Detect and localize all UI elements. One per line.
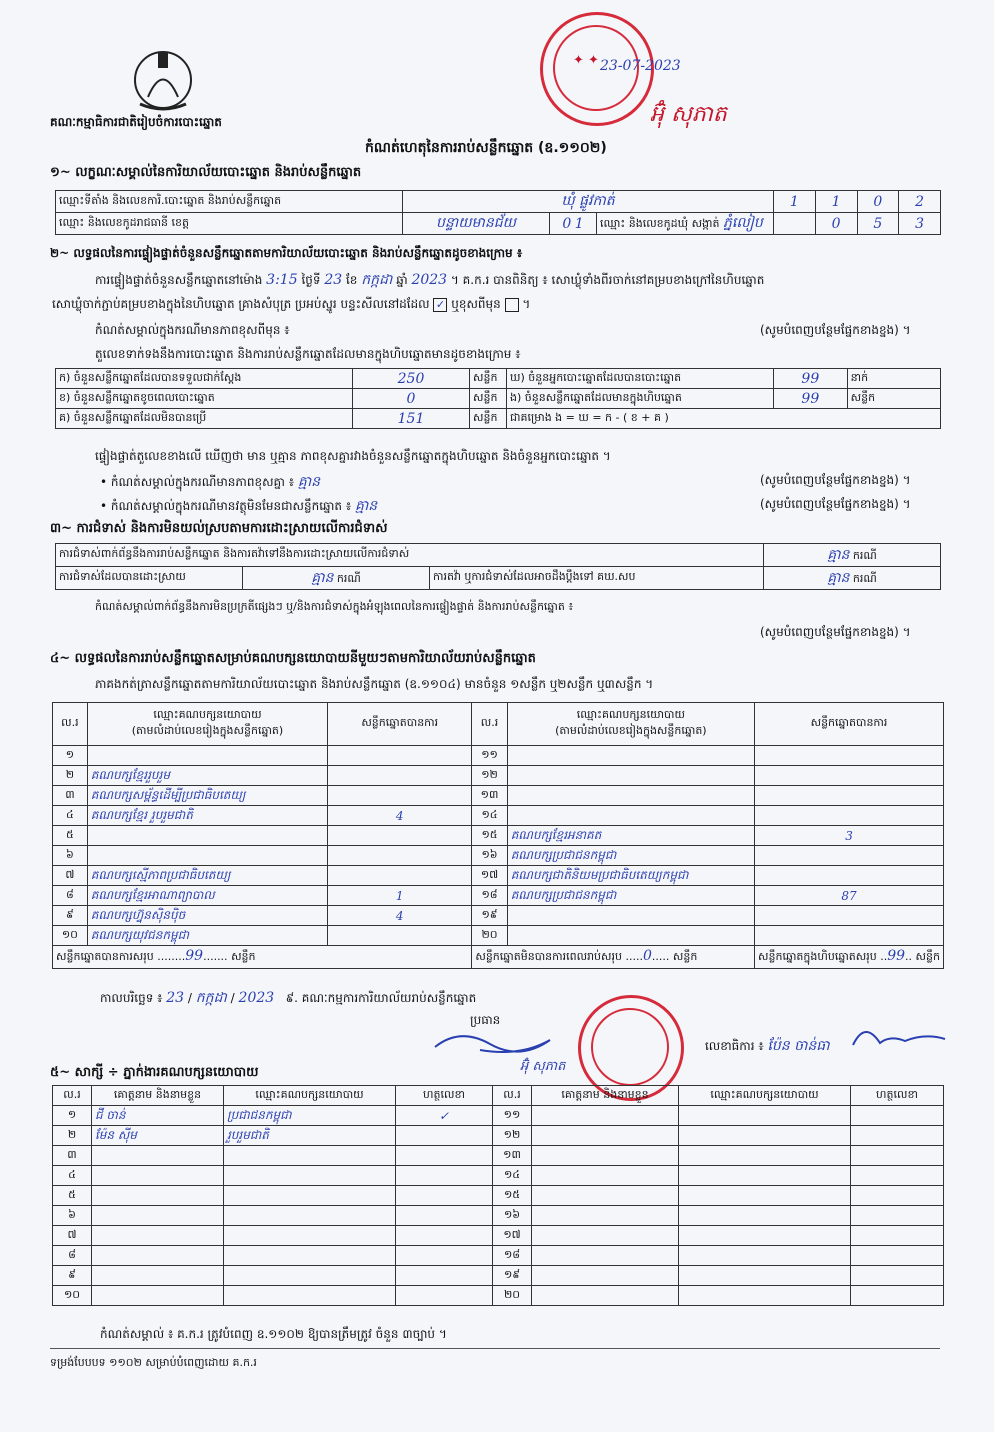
result-row [53, 806, 944, 826]
resolved-value: គ្មាន [311, 569, 334, 586]
fig-b-label: ខ) ចំនួនសន្លឹកឆ្នោតខូចពេលបោះឆ្នោត [56, 389, 353, 409]
witness-no: ២០ [503, 1287, 521, 1301]
fill-hint-1: (សូមបំពេញបន្ថែមផ្នែកខាងខ្នង) ។ [760, 323, 911, 337]
witness-no: ៤ [68, 1167, 76, 1181]
witness-no: ៦ [68, 1207, 76, 1221]
province-value: បន្ទាយមានជ័យ [436, 215, 516, 231]
result-party: គណបក្សប្រជាជនកម្ពុជា [510, 847, 617, 862]
witness-no: ១៣ [503, 1147, 521, 1161]
chair-name: អ៊ុំ សុភាត [520, 1059, 566, 1074]
result-no: ៥ [66, 827, 74, 841]
w-col-party: ឈ្មោះគណបក្សនយោបាយ [224, 1086, 396, 1106]
result-no: ១០ [61, 927, 78, 941]
result-votes: 1 [395, 888, 404, 903]
witness-row [53, 1126, 944, 1146]
col-votes: សន្លឹកឆ្នោតបានការ [328, 703, 472, 746]
official-seal-icon: ✦ ✦ [540, 12, 654, 126]
witness-row [53, 1226, 944, 1246]
fig-c-label: គ) ចំនួនសន្លឹកឆ្នោតដែលមិនបានប្រើ [56, 409, 353, 429]
chair-signature-icon [430, 1022, 570, 1062]
result-row [53, 846, 944, 866]
fig-c-unit: សន្លឹក [470, 409, 507, 429]
fig-b-unit: សន្លឹក [470, 389, 507, 409]
result-votes: 87 [841, 888, 857, 903]
witness-no: ១១ [503, 1107, 521, 1121]
result-no: ១២ [481, 767, 498, 781]
chair-label: ប្រធាន [470, 1013, 501, 1027]
commune-digit-3: 3 [915, 215, 925, 232]
result-no: ៨ [66, 887, 74, 901]
footer-divider [50, 1348, 940, 1349]
witness-row [53, 1246, 944, 1266]
section3-heading: ៣~ ការជំទាស់ និងការមិនយល់ស្របតាមការដោះស្រាយលើការជំទាស់ [50, 521, 388, 536]
witness-row [53, 1106, 944, 1126]
col-party: ឈ្មោះគណបក្សនយោបាយ [153, 708, 262, 721]
witness-name: ជី ចាន់ [95, 1107, 126, 1122]
province-digit-1: 0 [562, 215, 572, 232]
result-no: ២០ [481, 927, 498, 941]
section4-heading: ៤~ លទ្ធផលនៃការរាប់សន្លឹកឆ្នោតសម្រាប់គណបក្សនយោបាយនីមួយៗតាមការិយាល័យរាប់សន្លឹកឆ្នោត [50, 651, 536, 666]
commune-value: ភ្នំលៀប [723, 215, 763, 231]
witness-no: ១០ [63, 1287, 81, 1301]
witness-no: ៧ [67, 1227, 77, 1241]
fig-d-label: ឃ) ចំនួនអ្នកបោះឆ្នោតដែលបានបោះឆ្នោត [507, 369, 774, 389]
col-votes-2: សន្លឹកឆ្នោតបានការ [755, 703, 944, 746]
witness-row [53, 1166, 944, 1186]
witness-no: ១៧ [503, 1227, 521, 1241]
result-no: ១៦ [481, 847, 498, 861]
complaint-value: គ្មាន [827, 546, 850, 563]
complaint-label: ការជំទាស់ពាក់ព័ន្ធនឹងការរាប់សន្លឹកឆ្នោត និងការតវ៉ាទៅនឹងការដោះស្រាយលើការជំទាស់ [56, 544, 764, 567]
result-no: ១៩ [481, 907, 498, 921]
w-col-name: គោត្តនាម និងនាមខ្លួន [92, 1086, 224, 1106]
verification-line: ការផ្ទៀងផ្ទាត់ចំនួនសន្លឹកឆ្នោតនៅម៉ោង 3:15 ថ្ងៃទី 23 ខែ កក្កដា ឆ្នាំ 2023 ។ គ.ក.រ បានពិនិត្យ ៖ សោឃ្លុំទាំងពីរចាក់នៅគម្របខាងក្រៅនៃហិបឆ្នោត [95, 272, 765, 288]
col-no: ល.រ [53, 703, 88, 746]
w-col-no-2: ល.រ [493, 1086, 532, 1106]
witness-no: ៨ [68, 1247, 76, 1261]
witness-party: រួបរួមជាតិ [227, 1127, 269, 1142]
result-no: ១៧ [480, 867, 499, 881]
figures-note: តួលេខទាក់ទងនឹងការបោះឆ្នោត និងការរាប់សន្លឹកឆ្នោតដែលមានក្នុងហិបឆ្នោតមានដូចខាងក្រោម ៖ [95, 347, 521, 361]
digit-4: 2 [915, 193, 925, 210]
same-checkbox[interactable]: ✓ [433, 298, 447, 312]
appeal-value: គ្មាន [827, 569, 850, 586]
result-party: គណបក្សសម្ព័ន្ធដើម្បីប្រជាធិបតេយ្យ [90, 787, 246, 802]
result-votes: 4 [395, 808, 404, 823]
fig-a-unit: សន្លឹក [470, 369, 507, 389]
province-digit-2: 1 [574, 215, 584, 232]
result-no: ១៣ [480, 787, 499, 801]
digit-3: 0 [873, 193, 883, 210]
footnote: កំណត់សម្គាល់ ៖ គ.ក.រ ត្រូវបំពេញ ឧ.១១០២ ឱ្យបានត្រឹមត្រូវ ចំនួន ៣ច្បាប់ ។ [100, 1327, 447, 1341]
result-row [53, 786, 944, 806]
witness-row [53, 1286, 944, 1306]
w-col-party-2: ឈ្មោះគណបក្សនយោបាយ [679, 1086, 851, 1106]
result-no: ១៨ [481, 887, 498, 901]
fig-d-value: 99 [801, 370, 820, 387]
result-party: គណបក្សខ្មែររួបរួម [90, 767, 170, 782]
fig-e-label: ង) ចំនួនសន្លឹកឆ្នោតដែលមានក្នុងហិបឆ្នោត [507, 389, 774, 409]
secretary-line: លេខាធិការ ៖ ប៉ែន ចាន់ធា [705, 1038, 830, 1054]
witness-row [53, 1146, 944, 1166]
appeal-label: ការតវ៉ា ឬការជំទាស់ដែលអាចដឹងប្តឹងទៅ គឃ.សប [430, 567, 764, 590]
w-col-name-2: គោត្តនាម និងនាមខ្លួន [532, 1086, 679, 1106]
committee-name: គណៈកម្មាធិការជាតិរៀបចំការបោះឆ្នោត [50, 115, 222, 129]
w-col-no: ល.រ [53, 1086, 92, 1106]
digit-1: 1 [789, 193, 799, 210]
result-no: ៤ [66, 807, 74, 821]
result-party: គណបក្សស្មើភាពប្រជាធិបតេយ្យ [90, 867, 231, 882]
fig-e-value: 99 [801, 390, 820, 407]
bullet-difference: • កំណត់សម្គាល់ក្នុងករណីមានភាពខុសគ្នា ៖ គ្មាន [100, 474, 321, 490]
result-row [53, 926, 944, 946]
col-party-2: ឈ្មោះគណបក្សនយោបាយ [576, 708, 685, 721]
witness-no: ៩ [68, 1267, 76, 1281]
result-row [53, 746, 944, 766]
signing-date: កាលបរិច្ឆេទ ៖ 23 / កក្កដា / 2023 ៩. គណៈកម្មការការិយាល័យរាប់សន្លឹកឆ្នោត [100, 990, 477, 1006]
witness-no: ៣ [67, 1147, 77, 1161]
witness-signature: ✓ [438, 1108, 450, 1123]
result-no: ៦ [66, 847, 74, 861]
result-row [53, 886, 944, 906]
result-party: គណបក្សខ្មែរអនាគត [510, 827, 602, 842]
fig-c-value: 151 [397, 410, 425, 427]
stamp-date: 23-07-2023 [600, 58, 681, 74]
form-title: កំណត់ហេតុនៃការរាប់សន្លឹកឆ្នោត (ឧ.១១០២) [365, 140, 607, 156]
formula-note: ជាគម្រោង ង = ឃ = ក - ( ខ + គ ) [507, 409, 941, 429]
different-checkbox[interactable] [505, 298, 519, 312]
result-no: ៣ [65, 787, 75, 801]
result-no: ១៥ [481, 827, 498, 841]
witness-row [53, 1206, 944, 1226]
sheet-count-line: ភាគងកត់ត្រាសន្លឹកឆ្នោតតាមការិយាល័យបោះឆ្នោត និងរាប់សន្លឹកឆ្នោត (ឧ.១១០៤) មានចំនួន ១សន្លឹក ឬ២សន្លឹក ឬ៣សន្លឹក ។ [95, 677, 654, 691]
witness-name: ម៉ែន ស៊ីម [95, 1127, 137, 1142]
digit-2: 1 [831, 193, 841, 210]
result-row [53, 906, 944, 926]
result-votes: 3 [845, 828, 853, 843]
irregularity-note: កំណត់សម្គាល់ពាក់ព័ន្ធនឹងការមិនប្រក្រតីផ្សេងៗ ឬ/និងការជំទាស់ក្នុងអំឡុងពេលនៃការផ្ទៀងផ្ទាត់ និងការរាប់សន្លឹកឆ្នោត ៖ [95, 600, 574, 613]
fig-a-value: 250 [397, 370, 425, 387]
result-party: គណបក្សជាតិនិយមប្រជាធិបតេយ្យកម្ពុជា [510, 867, 689, 882]
total-invalid: សន្លឹកឆ្នោតមិនបានការពេលរាប់សរុប .....0..... សន្លឹក [472, 946, 755, 969]
witness-no: ១៤ [503, 1167, 521, 1181]
section2-heading: ២~ លទ្ធផលនៃការផ្ទៀងផ្ទាត់ចំនួនសន្លឹកឆ្នោតតាមការិយាល័យបោះឆ្នោត និងរាប់សន្លឹកឆ្នោតដូចខាងក្រោម ៖ [50, 246, 523, 260]
result-party: គណបក្សហ្វ៊ុនស៊ិនប៉ិច [90, 907, 186, 922]
province-label: ឈ្មោះ និងលេខកូដរាជធានី ខេត្ត [56, 213, 403, 235]
result-no: ៩ [66, 907, 74, 921]
result-row [53, 766, 944, 786]
section5-heading: ៥~ សាក្សី ÷ ភ្នាក់ងារគណបក្សនយោបាយ [50, 1065, 259, 1080]
result-no: ១ [65, 747, 75, 761]
commune-digit-1: 0 [831, 215, 841, 232]
figures-table [55, 368, 941, 429]
location-label: ឈ្មោះទីតាំង និងលេខការិ.បោះឆ្នោត និងរាប់សន្លឹកឆ្នោត [56, 191, 403, 213]
result-no: ២ [65, 767, 75, 781]
witness-table [52, 1085, 944, 1306]
secretary-signature-icon [845, 1015, 955, 1060]
commune-digit-2: 5 [873, 215, 883, 232]
result-votes: 4 [395, 908, 404, 923]
fig-d-unit: នាក់ [847, 369, 940, 389]
col-party-sub: (តាមលំដាប់លេខរៀងក្នុងសន្លឹកឆ្នោត) [131, 724, 284, 737]
witness-no: ២ [67, 1127, 77, 1141]
result-party: គណបក្សយុវជនកម្ពុជា [90, 927, 189, 942]
witness-no: ៥ [68, 1187, 76, 1201]
result-row [53, 826, 944, 846]
witness-no: ១២ [503, 1127, 521, 1141]
fill-hint-2: (សូមបំពេញបន្ថែមផ្នែកខាងខ្នង) ។ [760, 473, 911, 487]
results-table [52, 702, 944, 969]
discrepancy-check: ផ្ទៀងផ្ទាត់តួលេខខាងលើ ឃើញថា មាន ឬគ្មាន ភាពខុសគ្នារវាងចំនួនសន្លឹកឆ្នោតក្នុងហិបឆ្នោត និងចំនួនអ្នកបោះឆ្នោត ។ [95, 449, 611, 463]
col-party-sub-2: (តាមលំដាប់លេខរៀងក្នុងសន្លឹកឆ្នោត) [555, 724, 707, 737]
w-col-sign-2: ហត្ថលេខា [851, 1086, 944, 1106]
result-no: ១៤ [481, 807, 498, 821]
section1-table [55, 190, 941, 235]
witness-no: ១៨ [503, 1247, 521, 1261]
total-valid: សន្លឹកឆ្នោតបានការសរុប ........99....... សន្លឹក [53, 946, 472, 969]
total-box: សន្លឹកឆ្នោតក្នុងហិបឆ្នោតសរុប ..99.. សន្លឹក [755, 946, 944, 969]
national-emblem-icon [128, 42, 198, 114]
result-party: គណបក្សខ្មែរ រួបរួមជាតិ [90, 807, 193, 822]
fig-a-label: ក) ចំនួនសន្លឹកឆ្នោតដែលបានទទួលជាក់ស្តែង [56, 369, 353, 389]
fig-e-unit: សន្លឹក [847, 389, 940, 409]
commune-label: ឈ្មោះ និងលេខកូដឃុំ សង្កាត់ [600, 217, 720, 230]
witness-no: ១៩ [503, 1267, 521, 1281]
stamp-name: អ៊ុំ សុភាត [650, 102, 727, 127]
result-no: ១១ [481, 747, 498, 761]
result-party: គណបក្សប្រជាជនកម្ពុជា [510, 887, 617, 902]
result-no: ៧ [65, 867, 75, 881]
bullet-foreign-object: • កំណត់សម្គាល់ក្នុងករណីមានវត្ថុមិនមែនជាសន្លឹកឆ្នោត ៖ គ្មាន [100, 498, 378, 514]
result-party: គណបក្សខ្មែរអាណាព្យាបាល [90, 887, 215, 902]
location-value: ឃុំ ផ្លូវកាត់ [561, 193, 615, 209]
fig-b-value: 0 [406, 390, 416, 407]
complaints-table: ការជំទាស់ពាក់ព័ន្ធនឹងការរាប់សន្លឹកឆ្នោត និងការតវ៉ាទៅនឹងការដោះស្រាយលើការជំទាស់ គ្មាន ករណី ការជំទាស់ដែលបានដោះស្រាយ គ្មាន ករណី ការតវ៉ា ឬការជំទាស់ដែលអាចដឹងប្តឹងទៅ គឃ.សប គ្មាន ករណី [55, 543, 941, 590]
fill-hint-4: (សូមបំពេញបន្ថែមផ្នែកខាងខ្នង) ។ [760, 625, 911, 639]
w-col-sign: ហត្ថលេខា [396, 1086, 493, 1106]
difference-note: កំណត់សម្គាល់ក្នុងករណីមានភាពខុសពីមុន ៖ [95, 323, 290, 337]
witness-row [53, 1186, 944, 1206]
col-no-2: ល.រ [472, 703, 507, 746]
result-row [53, 866, 944, 886]
seal-check-line: សោឃ្លុំចាក់ភ្ជាប់គម្របខាងក្នុងនៃហិបឆ្នោត គ្រាងសំបុត្រ ប្រអប់ស្នូរ បន្ទះសីលនៅដដែល ✓ ឬខុសពីមុន ។ [52, 297, 531, 311]
witness-no: ១៥ [503, 1187, 521, 1201]
witness-no: ១ [67, 1107, 77, 1121]
witness-party: ប្រជាជនកម្ពុជា [227, 1107, 292, 1122]
form-footer: ទម្រង់បែបបទ ១១០២ សម្រាប់បំពេញដោយ គ.ក.រ [50, 1356, 257, 1369]
witness-no: ១៦ [503, 1207, 521, 1221]
resolved-label: ការជំទាស់ដែលបានដោះស្រាយ [56, 567, 243, 590]
section1-heading: ១~ លក្ខណៈសម្គាល់នៃការិយាល័យបោះឆ្នោត និងរាប់សន្លឹកឆ្នោត [50, 165, 362, 180]
fill-hint-3: (សូមបំពេញបន្ថែមផ្នែកខាងខ្នង) ។ [760, 497, 911, 511]
witness-row [53, 1266, 944, 1286]
